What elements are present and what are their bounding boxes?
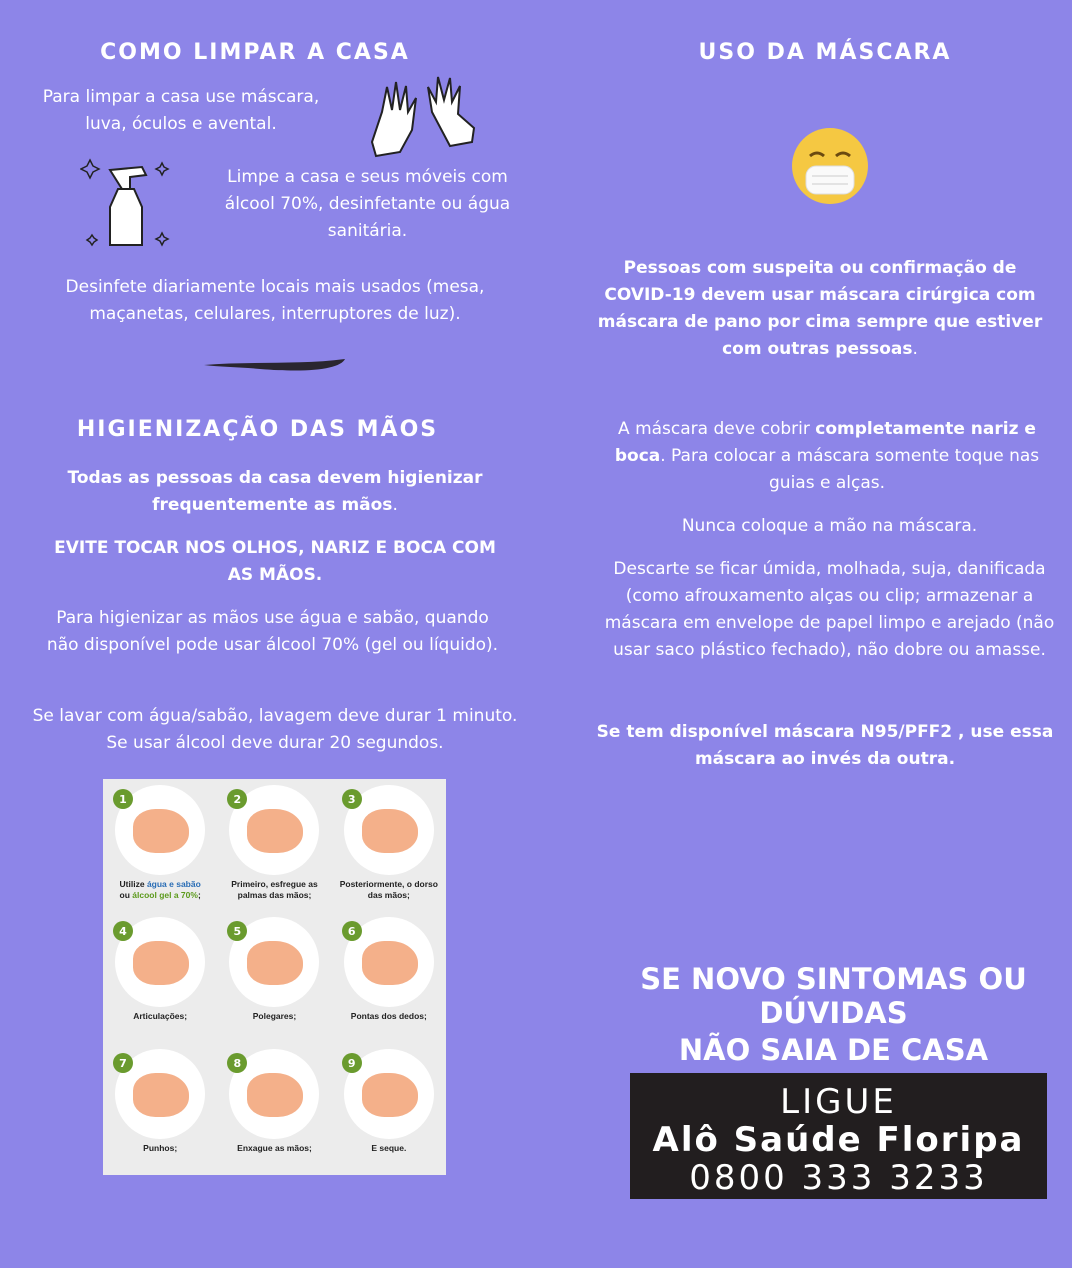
step-caption: Polegares; [252,1011,297,1021]
hand-icon [133,809,189,853]
step-number: 6 [342,921,362,941]
hand-icon [362,941,418,985]
cta-heading: SE NOVO SINTOMAS OU DÚVIDAS [640,962,1027,1030]
step-number: 1 [113,789,133,809]
step-number: 8 [227,1053,247,1073]
hand-icon [247,809,303,853]
text-mascara-5: Se tem disponível máscara N95/PFF2 , use essa máscara ao invés da outra. [596,722,1054,769]
cta-ligue: LIGUE [780,1082,897,1122]
step-caption: Punhos; [143,1143,178,1153]
step-caption: Enxague as mãos; [237,1143,312,1153]
text-mascara-1: Pessoas com suspeita ou confirmação de COVID-19 devem usar máscara cirúrgica com máscara de pano por cima sempre que estiver com outras pessoas. [597,258,1043,359]
title-como-limpar: COMO LIMPAR A CASA [100,40,410,65]
step-number: 7 [113,1053,133,1073]
cta-subheading: NÃO SAIA DE CASA [678,1033,989,1067]
step-caption: E seque. [371,1143,407,1153]
hand-icon [247,1073,303,1117]
title-higienizacao: HIGIENIZAÇÃO DAS MÃOS [76,417,439,442]
step-2 [217,779,331,911]
step-caption: Articulações; [133,1011,188,1021]
face-mask-emoji-icon [790,126,870,206]
step-number: 3 [342,789,362,809]
text-higienizacao-3: Para higienizar as mãos use água e sabão, quando não disponível pode usar álcool 70% (gel ou líquido). [46,608,499,655]
text-evite-tocar: EVITE TOCAR NOS OLHOS, NARIZ E BOCA COM AS MÃOS. [54,538,496,585]
text-mascara-3: Nunca coloque a mão na máscara. [681,516,978,536]
step-4 [103,911,217,1043]
hand-icon [133,941,189,985]
step-caption: Posteriormente, o dorso das mãos; [339,879,438,900]
step-number: 5 [227,921,247,941]
step-8 [217,1043,331,1175]
text-higienizacao-1: Todas as pessoas da casa devem higienizar frequentemente as mãos. [67,468,483,515]
step-caption: Pontas dos dedos; [350,1011,427,1021]
phone-cta-box [630,1073,1047,1199]
step-1 [103,779,217,911]
text-limpar-1: Para limpar a casa use máscara, luva, óculos e avental. [42,87,320,134]
spray-bottle-icon [80,155,175,250]
step-caption: Primeiro, esfregue as palmas das mãos; [231,879,318,900]
hand-icon [133,1073,189,1117]
step-caption: Utilize água e sabão ou álcool gel a 70%; [119,879,201,900]
gloves-icon [362,72,487,162]
title-uso-mascara: USO DA MÁSCARA [698,40,952,65]
hand-icon [362,1073,418,1117]
step-number: 2 [227,789,247,809]
cta-service-name: Alô Saúde Floripa [652,1120,1025,1160]
step-7 [103,1043,217,1175]
cta-phone-number[interactable]: 0800 333 3233 [689,1158,988,1198]
step-5 [217,911,331,1043]
step-number: 4 [113,921,133,941]
handwashing-steps-figure [103,779,446,1175]
hand-icon [362,809,418,853]
brush-divider [200,355,350,379]
step-9 [332,1043,446,1175]
text-mascara-4: Descarte se ficar úmida, molhada, suja, danificada (como afrouxamento alças ou clip; armazenar a máscara em envelope de papel limpo e arejado (não usar saco plástico fechado), não dobre ou amasse. [604,559,1055,660]
text-limpar-2: Limpe a casa e seus móveis com álcool 70%, desinfetante ou água sanitária. [224,167,511,241]
text-mascara-2: A máscara deve cobrir completamente nariz e boca. Para colocar a máscara somente toque nas guias e alças. [614,419,1040,493]
step-3 [332,779,446,911]
text-higienizacao-4: Se lavar com água/sabão, lavagem deve durar 1 minuto. Se usar álcool deve durar 20 segundos. [32,706,518,753]
text-limpar-3: Desinfete diariamente locais mais usados (mesa, maçanetas, celulares, interruptores de luz). [65,277,485,324]
step-number: 9 [342,1053,362,1073]
step-6 [332,911,446,1043]
hand-icon [247,941,303,985]
